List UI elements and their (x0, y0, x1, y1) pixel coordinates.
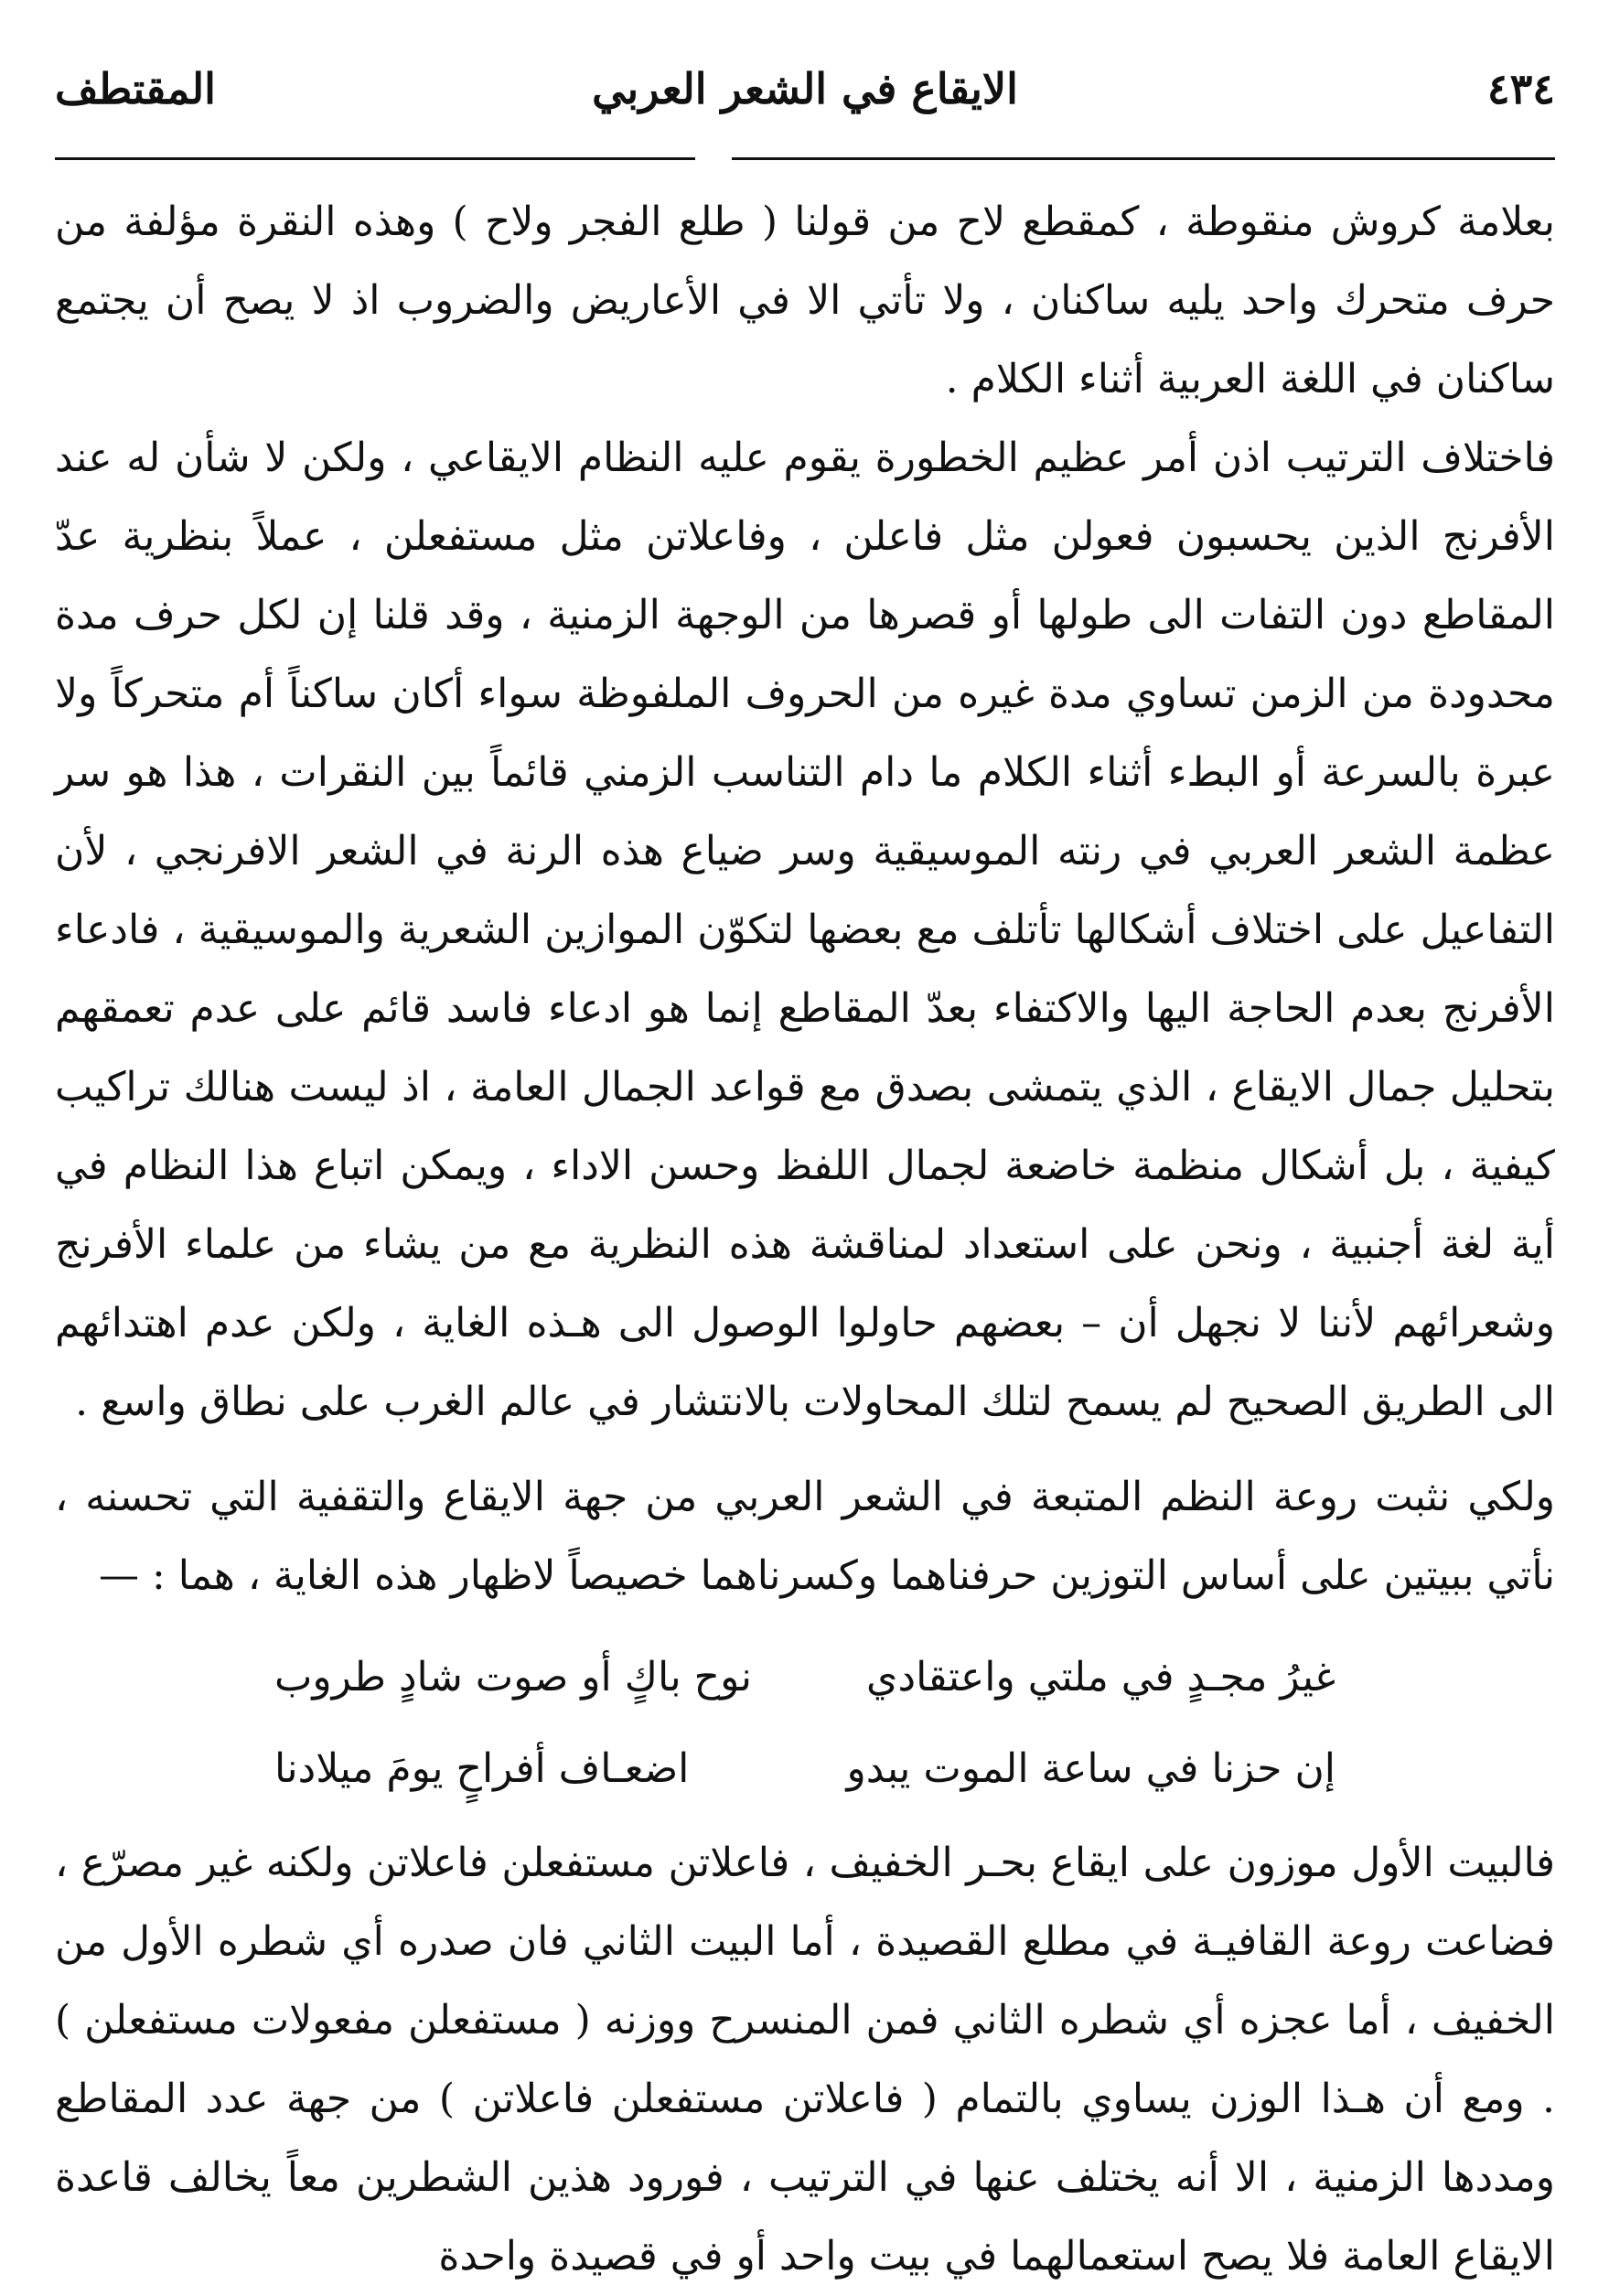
paragraph-1: بعلامة كروش منقوطة ، كمقطع لاح من قولنا ( طلع الفجر ولاح ) وهذه النقرة مؤلفة من حرف متحرك واحد يليه ساكنان ، ولا تأتي الا في الأعاريض والضروب اذ لا يصح أن يجتمع ساكنان في اللغة العربية أثناء الكلام . (55, 198, 1555, 402)
verse-2-second-hemistich: اضعـاف أفراحٍ يومَ ميلادنا (274, 1745, 690, 1792)
running-title: الايقاع في الشعر العربي (592, 64, 1018, 113)
verse-2-first-hemistich: إن حزنا في ساعة الموت يبدو (846, 1745, 1335, 1792)
paragraph-2: فاختلاف الترتيب اذن أمر عظيم الخطورة يقوم عليه النظام الايقاعي ، ولكن لا شأن له عند الأفرنج الذين يحسبون فعولن مثل فاعلن ، وفاعلاتن مثل مستفعلن ، عملاً بنظرية عدّ المقاطع دون التفات الى طولها أو قصرها من الوجهة الزمنية ، وقد قلنا إن لكل حرف مدة محدودة من الزمن تساوي مدة غيره من الحروف الملفوظة سواء أكان ساكناً أم متحركاً ولا عبرة بالسرعة أو البطء أثناء الكلام ما دام التناسب الزمني قائماً بين النقرات ، هذا هو سر عظمة الشعر العربي في رنته الموسيقية وسر ضياع هذه الرنة في الشعر الافرنجي ، لأن التفاعيل على اختلاف أشكالها تأتلف مع بعضها لتكوّن الموازين الشعرية والموسيقية ، فادعاء الأفرنج بعدم الحاجة اليها والاكتفاء بعدّ المقاطع إنما هو ادعاء فاسد قائم على عدم تعمقهم بتحليل جمال الايقاع ، الذي يتمشى بصدق مع قواعد الجمال العامة ، اذ ليست هنالك تراكيب كيفية ، بل أشكال منظمة خاضعة لجمال اللفظ وحسن الاداء ، ويمكن اتباع هذا النظام في أية لغة أجنبية ، ونحن على استعداد لمناقشة هذه النظرية مع من يشاء من علماء الأفرنج وشعرائهم لأننا لا نجهل أن – بعضهم حاولوا الوصول الى هـذه الغاية ، ولكن عدم اهتدائهم الى الطريق الصحيح لم يسمح لتلك المحاولات بالانتشار في عالم الغرب على نطاق واسع . (55, 435, 1556, 1425)
verse-1-second-hemistich: نوح باكٍ أو صوت شادٍ طروب (274, 1654, 753, 1701)
running-head (55, 55, 1555, 137)
header-rule-left (55, 157, 695, 160)
page (55, 55, 1556, 2280)
verse-block (55, 1632, 1555, 1815)
verse-line-1 (274, 1632, 1335, 1723)
journal-name: المقتطف (55, 64, 216, 113)
paragraph-3: ولكي نثبت روعة النظم المتبعة في الشعر العربي من جهة الايقاع والتقفية التي تحسنه ، نأتي ببيتين على أساس التوزين حرفناهما وكسرناهما خصيصاً لاظهار هذه الغاية ، هما : — (55, 1474, 1555, 1599)
page-number: ٤٣٤ (1486, 64, 1555, 113)
paragraph-4: فالبيت الأول موزون على ايقاع بحـر الخفيف ، فاعلاتن مستفعلن فاعلاتن ولكنه غير مصرّع ، فضاعت روعة القافيـة في مطلع القصيدة ، أما البيت الثاني فان صدره أي شطره الأول من الخفيف ، أما عجزه أي شطره الثاني فمن المنسرح ووزنه ( مستفعلن مفعولات مستفعلن ) . ومع أن هـذا الوزن يساوي بالتمام ( فاعلاتن مستفعلن فاعلاتن ) من جهة عدد المقاطع ومددها الزمنية ، الا أنه يختلف عنها في الترتيب ، فورود هذين الشطرين معاً يخالف قاعدة الايقاع العامة فلا يصح استعمالهما في بيت واحد أو في قصيدة واحدة (55, 1840, 1556, 2280)
header-rule-right (732, 157, 1555, 160)
article-body (55, 183, 1555, 2296)
verse-line-2 (274, 1723, 1335, 1815)
verse-1-first-hemistich: غيرُ مجـدٍ في ملتي واعتقادي (866, 1654, 1335, 1701)
